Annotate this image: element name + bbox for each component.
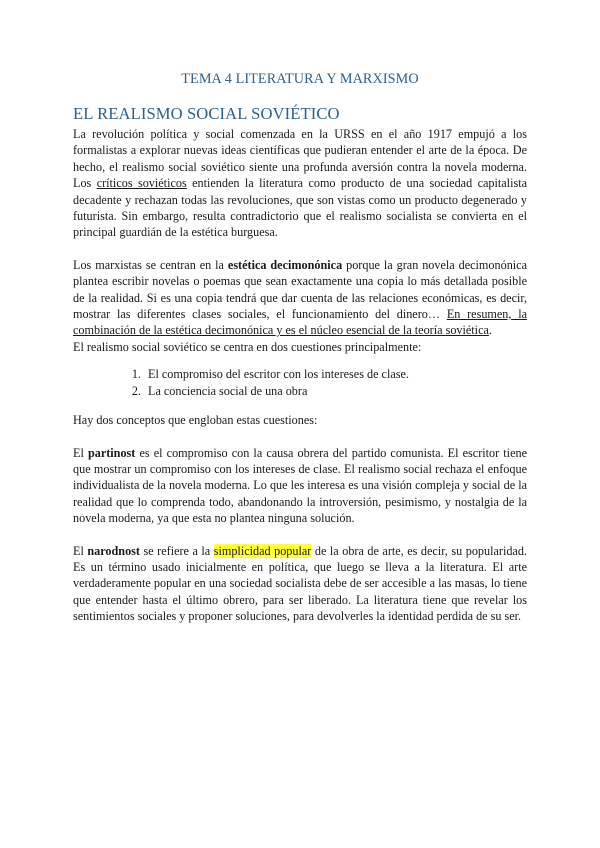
paragraph-narodnost (73, 543, 527, 625)
numbered-list (73, 366, 527, 399)
paragraph-conceptos: Hay dos conceptos que engloban estas cuestiones: (73, 413, 318, 428)
paragraph-dos-cuestiones: El realismo social soviético se centra en dos cuestiones principalmente: (73, 339, 422, 354)
underlined-text: críticos soviéticos (96, 176, 187, 191)
paragraph-partinost (73, 445, 527, 527)
text-run: porque la gran novela decimonónica plantea escribir novelas o poemas que sean exactamente una copia lo más detallada posible de la realidad. Si es una copia tendrá que dar cuenta de las relaciones económicas, es decir, mostrar las diferentes clases sociales, el funcionamiento del dinero… (73, 257, 527, 322)
bold-term: estética decimonónica (227, 257, 343, 272)
text-run: de la obra de arte, es decir, su popularidad. Es un término usado inicialmente en política, que luego se lleva a la literatura. El arte verdaderamente popular en una sociedad socialista debe de ser accesible a las masas, lo tiene que entender hasta el último obrero, para ser liberado. La literatura tiene que revelar los sentimientos sociales y proponer soluciones, para devolverles la identidad perdida de su ser. (73, 543, 527, 624)
text-run: La revolución política y social comenzada en la URSS en el año 1917 empujó a los formalistas a explorar nuevas ideas científicas que pudieran entender el arte de la época. De hecho, el realismo social soviético siente una profunda aversión contra la novela moderna. Los (73, 127, 527, 191)
text-run: El (73, 543, 88, 558)
text-run: se refiere a la (139, 543, 214, 558)
document-title: TEMA 4 LITERATURA Y MARXISMO (181, 71, 419, 87)
text-run: es el compromiso con la causa obrera del partido comunista. El escritor tiene que mostrar un compromiso con los intereses de clase. El realismo social rechaza el enfoque individualista de la novela moderna. Lo que les interesa es una visión compleja y social de la realidad que lo comprenda todo, abandonando la introversión, pesimismo, y nostalgia de la novela moderna, ya que esta no plantea ninguna solución. (73, 445, 527, 526)
bold-term: partinost (87, 445, 136, 460)
list-item: 2. La conciencia social de una obra (144, 383, 527, 399)
bold-term: narodnost (87, 543, 140, 558)
highlighted-text: simplicidad popular (213, 543, 312, 558)
text-run: . (488, 323, 492, 338)
paragraph-revolucion (73, 126, 527, 241)
text-run: entienden la literatura como producto de una sociedad capitalista decadente y rechazan todas las revoluciones, que son vistas como un producto degenerado y futurista. Sin embargo, resulta contradictorio que el realismo socialista se convierta en el principal guardián de la estética burguesa. (73, 176, 527, 240)
list-item: 1. El compromiso del escritor con los intereses de clase. (144, 366, 527, 382)
paragraph-marxistas (73, 257, 527, 339)
underlined-text: En resumen, la combinación de la estética decimonónica y es el núcleo esencial de la teoría soviética (73, 307, 527, 338)
section-heading: EL REALISMO SOCIAL SOVIÉTICO (73, 104, 340, 123)
text-run: El (73, 445, 88, 460)
document-body (73, 126, 527, 625)
text-run: Los marxistas se centran en la (73, 257, 228, 272)
